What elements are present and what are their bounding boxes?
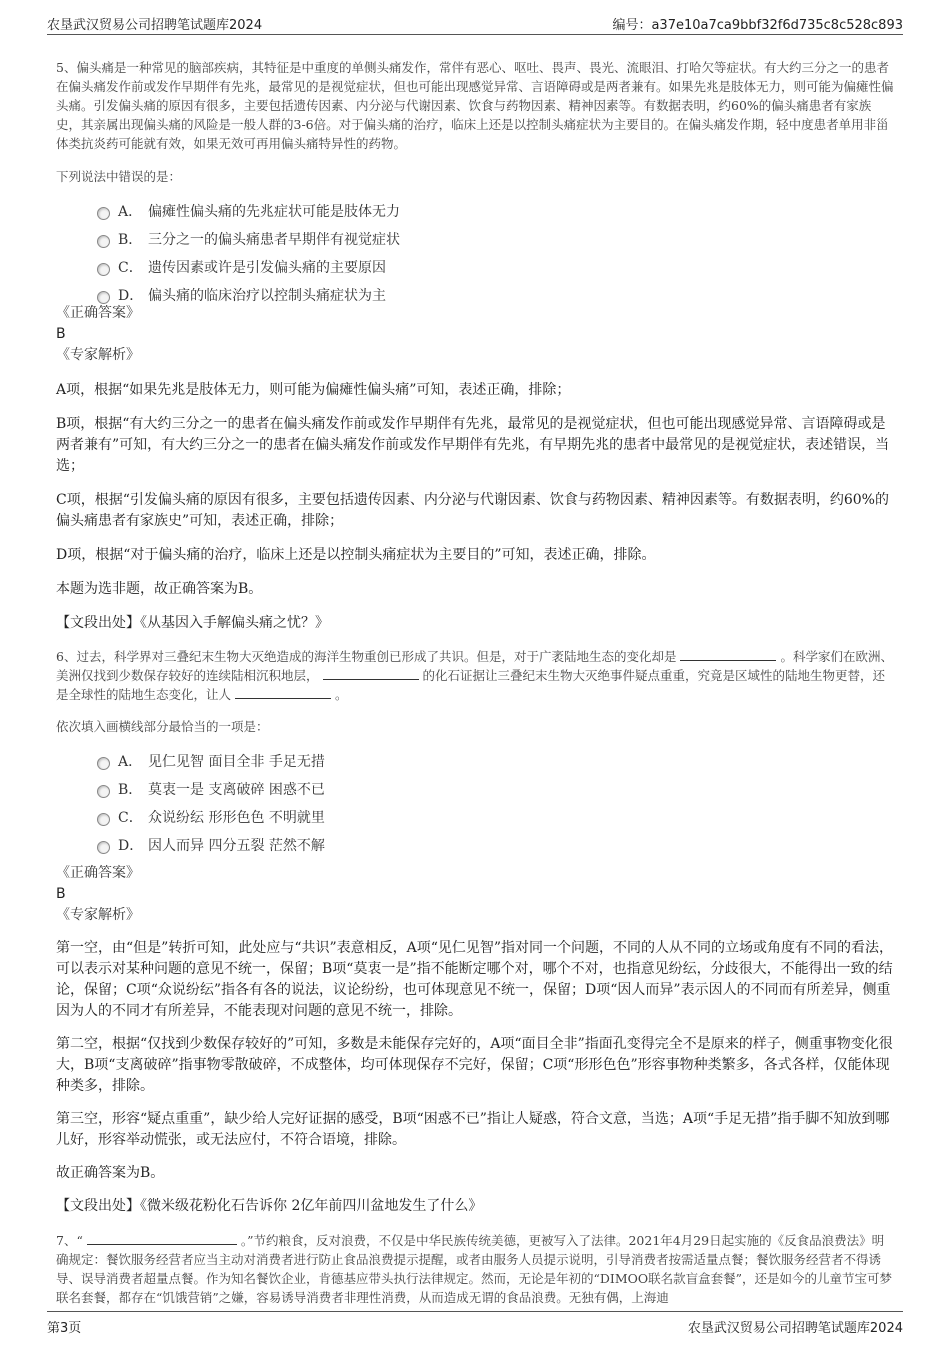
radio-icon[interactable] (97, 291, 110, 304)
option-b[interactable] (56, 778, 894, 806)
source-citation: 【文段出处】《从基因入手解偏头痛之忧？》 (56, 615, 329, 631)
fill-blank[interactable] (235, 686, 331, 699)
page-content (56, 56, 894, 1311)
analysis-paragraph: 第一空，由“但是”转折可知，此处应与“共识”表意相反，A项“见仁见智”指对同一个问题，不同的人从不同的立场或角度有不同的看法，可以表示对某种问题的意见不统一，保留；B项“莫衷一是”指不能断定哪个对，哪个不对，也指意见纷纭，分歧很大，不能得出一致的结论，保留；C项“众说纷纭”指各有各的说法，议论纷纷，也可体现意见不统一，保留；D项“因人而异”表示因人的不同而有所差异，侧重因为人的不同才有所差异，不能表现对问题的意见不统一，排除。 (56, 940, 894, 1019)
option-letter: C． (118, 810, 143, 826)
radio-icon[interactable] (97, 207, 110, 220)
option-text: 见仁见智 面目全非 手足无措 (148, 754, 325, 770)
question-6-options (56, 750, 894, 862)
option-b[interactable] (56, 228, 894, 256)
question-6-text-part: 的化石证据让三叠纪末生物大灭绝事件疑点重重，究竟是区域性的陆地生物更替，还是全球性的陆地生态变化，让人 (56, 668, 885, 702)
option-letter: B． (118, 232, 143, 248)
question-7-text (56, 1231, 894, 1307)
question-6-text-part: 6、过去，科学界对三叠纪末生物大灭绝造成的海洋生物重创已形成了共识。但是，对于广袤陆地生态的变化却是 (56, 649, 677, 664)
question-7 (56, 1231, 894, 1311)
analysis-conclusion: 故正确答案为B。 (56, 1165, 165, 1181)
option-d[interactable] (56, 284, 894, 302)
analysis-paragraph: 第二空，根据“仅找到少数保存较好的”可知，多数是未能保存完好的，A项“面目全非”指面孔变得完全不是原来的样子，侧重事物变化很大，B项“支离破碎”指事物零散破碎，不成整体，均可体现保存不完好，保留；C项“形形色色”形容事物种类繁多，各式各样，仅能体现种类多，排除。 (56, 1036, 893, 1094)
question-6-prompt: 依次填入画横线部分最恰当的一项是： (56, 719, 269, 734)
analysis-paragraph: B项，根据“有大约三分之一的患者在偏头痛发作前或发作早期伴有先兆，最常见的是视觉症状，但也可能出现感觉异常、言语障碍或是两者兼有”可知，有大约三分之一的患者在偏头痛发作前或发作早期伴有先兆，有早期先兆的患者中最常见的是视觉症状，表述错误，当选； (56, 416, 890, 474)
option-text: 偏头痛的临床治疗以控制头痛症状为主 (148, 288, 386, 304)
radio-icon[interactable] (97, 841, 110, 854)
question-5 (56, 58, 894, 634)
page-header (47, 10, 903, 35)
radio-icon[interactable] (97, 263, 110, 276)
radio-icon[interactable] (97, 813, 110, 826)
option-text: 偏瘫性偏头痛的先兆症状可能是肢体无力 (148, 204, 400, 220)
header-title: 农垦武汉贸易公司招聘笔试题库2024 (47, 18, 263, 33)
option-letter: D． (118, 838, 144, 854)
fill-blank[interactable] (680, 648, 776, 661)
option-text: 三分之一的偏头痛患者早期伴有视觉症状 (148, 232, 400, 248)
question-6-text-part: 。 (334, 687, 348, 702)
answer-label: 《正确答案》 (56, 865, 140, 881)
analysis-paragraph: 第三空，形容“疑点重重”，缺少给人完好证据的感受，B项“困惑不已”指让人疑惑，符合文意，当选；A项“手足无措”指手脚不知放到哪儿好，形容举动慌张，或无法应付，不符合语境，排除。 (56, 1111, 890, 1148)
radio-icon[interactable] (97, 235, 110, 248)
answer-value: B (56, 326, 66, 342)
analysis-paragraph: D项，根据“对于偏头痛的治疗，临床上还是以控制头痛症状为主要目的”可知，表述正确，排除。 (56, 547, 656, 563)
footer-title: 农垦武汉贸易公司招聘笔试题库2024 (687, 1321, 903, 1336)
fill-blank[interactable] (87, 1232, 237, 1245)
radio-icon[interactable] (97, 785, 110, 798)
question-7-text-part: 7、“ (56, 1233, 83, 1248)
option-letter: B． (118, 782, 143, 798)
option-letter: D． (118, 288, 144, 304)
question-6 (56, 647, 894, 1217)
analysis-paragraph: C项，根据“引发偏头痛的原因有很多，主要包括遗传因素、内分泌与代谢因素、饮食与药物因素、精神因素等。有数据表明，约60%的偏头痛患者有家族史”可知，表述正确，排除； (56, 492, 889, 529)
option-d[interactable] (56, 834, 894, 862)
page-number: 第3页 (47, 1321, 82, 1336)
header-doc-id: 编号：a37e10a7ca9bbf32f6d735c8c528c893 (612, 18, 903, 33)
answer-value: B (56, 886, 66, 902)
page-footer (47, 1311, 903, 1336)
question-5-text: 5、偏头痛是一种常见的脑部疾病，其特征是中重度的单侧头痛发作，常伴有恶心、呕吐、畏声、畏光、流眼泪、打哈欠等症状。有大约三分之一的患者在偏头痛发作前或发作早期伴有先兆，最常见的是视觉症状，但也可能出现感觉异常、言语障碍或是两者兼有。如果先兆是肢体无力，则可能为偏瘫性偏头痛。引发偏头痛的原因有很多，主要包括遗传因素、内分泌与代谢因素、饮食与药物因素、精神因素等。有数据表明，约60%的偏头痛患者有家族史，其亲属出现偏头痛的风险是一般人群的3-6倍。对于偏头痛的治疗，临床上还是以控制头痛症状为主要目的。在偏头痛发作期，轻中度患者单用非甾体类抗炎药可能就有效，如果无效可再用偏头痛特异性的药物。 (56, 60, 894, 151)
option-text: 遗传因素或许是引发偏头痛的主要原因 (148, 260, 386, 276)
analysis-paragraph: A项，根据“如果先兆是肢体无力，则可能为偏瘫性偏头痛”可知，表述正确，排除； (56, 382, 571, 398)
question-5-options (56, 200, 894, 302)
option-letter: A． (118, 204, 143, 220)
option-text: 莫衷一是 支离破碎 困惑不已 (148, 782, 325, 798)
analysis-label: 《专家解析》 (56, 347, 140, 363)
radio-icon[interactable] (97, 757, 110, 770)
analysis-label: 《专家解析》 (56, 907, 140, 923)
option-letter: C． (118, 260, 143, 276)
option-letter: A． (118, 754, 143, 770)
fill-blank[interactable] (323, 667, 419, 680)
analysis-conclusion: 本题为选非题，故正确答案为B。 (56, 581, 263, 597)
question-6-text-part: 。科学家们在欧洲、美洲仅找到少数保存较好的连续陆相沉积地层， (56, 649, 893, 683)
answer-label: 《正确答案》 (56, 305, 140, 321)
option-a[interactable] (56, 750, 894, 778)
option-c[interactable] (56, 806, 894, 834)
option-c[interactable] (56, 256, 894, 284)
question-6-text (56, 647, 894, 704)
option-text: 众说纷纭 形形色色 不明就里 (148, 810, 325, 826)
option-text: 因人而异 四分五裂 茫然不解 (148, 838, 325, 854)
question-7-text-part: 。”节约粮食，反对浪费，不仅是中华民族传统美德，更被写入了法律。2021年4月29日起实施的《反食品浪费法》明确规定：餐饮服务经营者应当主动对消费者进行防止食品浪费提示提醒，或者由服务人员提示说明，引导消费者按需适量点餐；餐饮服务经营者不得诱导、误导消费者超量点餐。作为知名餐饮企业，肯德基应带头执行法律规定。然而，无论是年初的“DIMOO联名款盲盒套餐”，还是如今的儿童节宝可梦联名套餐，都存在“饥饿营销”之嫌，容易诱导消费者非理性消费，从而造成无谓的食品浪费。无独有偶，上海迪 (56, 1233, 893, 1305)
option-a[interactable] (56, 200, 894, 228)
source-citation: 【文段出处】《微米级花粉化石告诉你 2亿年前四川盆地发生了什么》 (56, 1198, 483, 1214)
question-5-prompt: 下列说法中错误的是： (56, 169, 182, 184)
